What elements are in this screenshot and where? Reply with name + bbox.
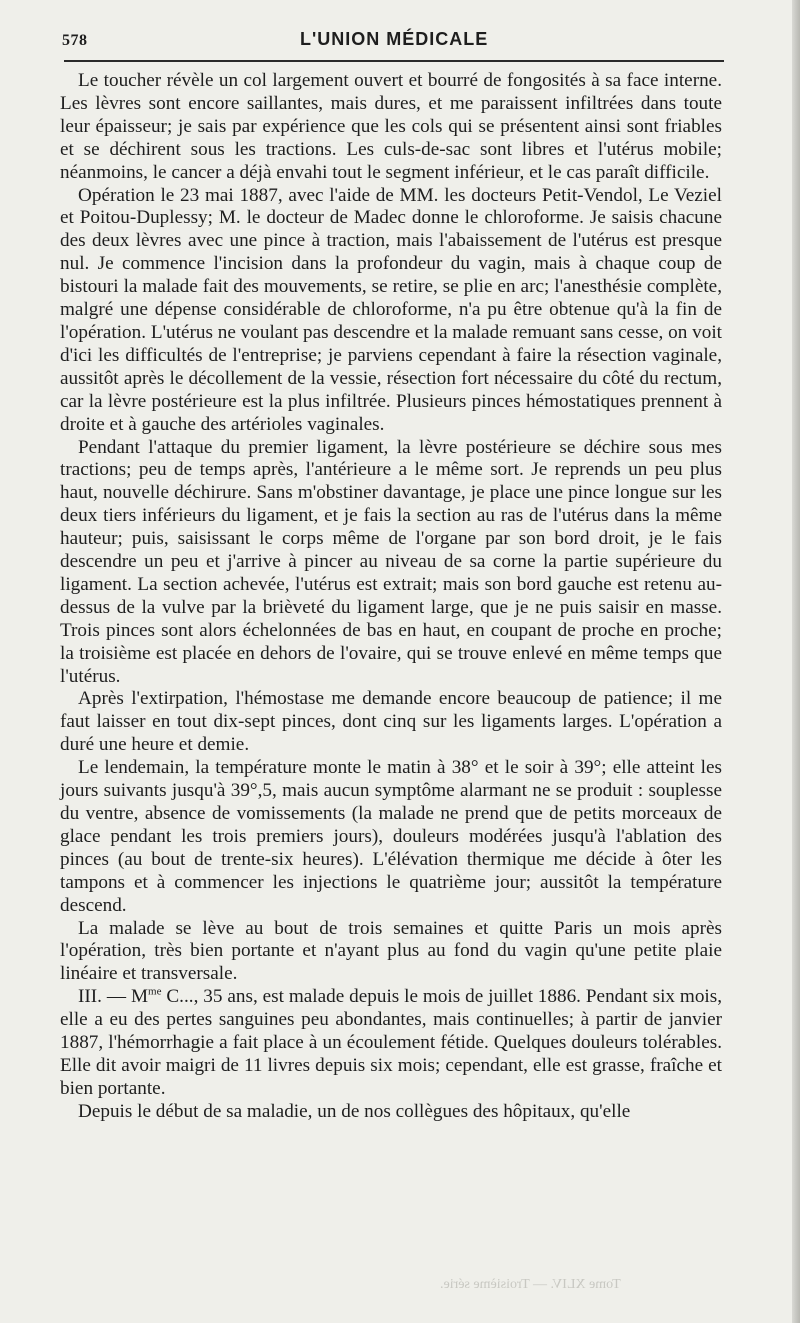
- case-3-superscript: me: [148, 985, 162, 998]
- paragraph-6: La malade se lève au bout de trois semaines et quitte Paris un mois après l'opération, très bien portante et n'ayant plus au fond du vagin qu'une petite plaie linéaire et transversale.: [60, 917, 722, 985]
- page-edge: [792, 0, 800, 1323]
- bleed-through-footer: Tome XLIV. — Troisième série.: [440, 1277, 621, 1292]
- paragraph-2: Opération le 23 mai 1887, avec l'aide de MM. les docteurs Petit-Vendol, Le Veziel et Poitou-Duplessy; M. le docteur de Madec donne le chloroforme. Je saisis chacune des deux lèvres avec une pince à traction, mais l'abaissement de l'utérus est presque nul. Je commence l'incision dans la profondeur du vagin, mais à chaque coup de bistouri la malade fait des mouvements, se retire, se plie en arc; l'anesthésie complète, malgré une dépense considérable de chloroforme, n'a pu être obtenue qu'à la fin de l'opération. L'utérus ne voulant pas descendre et la malade remuant sans cesse, on voit d'ici les difficultés de l'entreprise; je parviens cependant à faire la résection vaginale, aussitôt après le décollement de la vessie, résection fort nécessaire du côté du rectum, car la lèvre postérieure est la plus infiltrée. Plusieurs pinces hémostatiques prennent à droite et à gauche des artérioles vaginales.: [60, 184, 722, 435]
- paragraph-4: Après l'extirpation, l'hémostase me demande encore beaucoup de patience; il me faut laisser en tout dix-sept pinces, dont cinq sur les ligaments larges. L'opération a duré une heure et demie.: [60, 688, 722, 756]
- paragraph-case-3: [60, 986, 722, 1101]
- journal-title: L'UNION MÉDICALE: [300, 29, 489, 49]
- running-header: [62, 26, 722, 56]
- body-text: [60, 70, 722, 1124]
- paragraph-5: Le lendemain, la température monte le matin à 38° et le soir à 39°; elle atteint les jours suivants jusqu'à 39°,5, mais aucun symptôme alarmant ne se produit : souplesse du ventre, absence de vomissements (la malade ne prend que de petits morceaux de glace pendant les trois premiers jours), douleurs modérées jusqu'à l'ablation des pinces (au bout de trente-six heures). L'élévation thermique me décide à ôter les tampons et à commencer les injections le quatrième jour; aussitôt la température descend.: [60, 757, 722, 916]
- case-3-prefix: III. — M: [78, 986, 149, 1008]
- paragraph-1: Le toucher révèle un col largement ouvert et bourré de fongosités à sa face interne. Les lèvres sont encore saillantes, mais dures, et me paraissent infiltrées dans toute leur épaisseur; je sais par expérience que les cols qui se présentent ainsi sont friables et se déchirent sous les tractions. Les culs-de-sac sont libres et l'utérus mobile; néanmoins, le cancer a déjà envahi tout le segment inférieur, et le cas paraît difficile.: [60, 70, 722, 183]
- header-rule: [64, 60, 724, 62]
- paragraph-3: Pendant l'attaque du premier ligament, la lèvre postérieure se déchire sous mes tractions; peu de temps après, l'antérieure a le même sort. Je reprends un peu plus haut, nouvelle déchirure. Sans m'obstiner davantage, je place une pince longue sur les deux tiers inférieurs du ligament, et je fais la section au ras de l'utérus dans la même hauteur; puis, saisissant le corps même de l'organe par son bord droit, je le fais descendre un peu et j'arrive à pincer au niveau de sa corne la partie supérieure du ligament. La section achevée, l'utérus est extrait; mais son bord gauche est retenu au-dessus de la vulve par la brièveté du ligament large, que je ne puis saisir en masse. Trois pinces sont alors échelonnées de bas en haut, en coupant de proche en proche; la troisième est placée en dehors de l'ovaire, qui se trouve enlevé en même temps que l'utérus.: [60, 436, 722, 687]
- paragraph-last: Depuis le début de sa maladie, un de nos collègues des hôpitaux, qu'elle: [78, 1100, 631, 1122]
- case-3-text: C..., 35 ans, est malade depuis le mois de juillet 1886. Pendant six mois, elle a eu des pertes sanguines peu abondantes, mais continuelles; à partir de janvier 1887, l'hémorrhagie a fait place à un écoulement fétide. Quelques douleurs tolérables. Elle dit avoir maigri de 11 livres depuis six mois; cependant, elle est grasse, fraîche et bien portante.: [60, 986, 723, 1099]
- page-number: 578: [62, 32, 88, 49]
